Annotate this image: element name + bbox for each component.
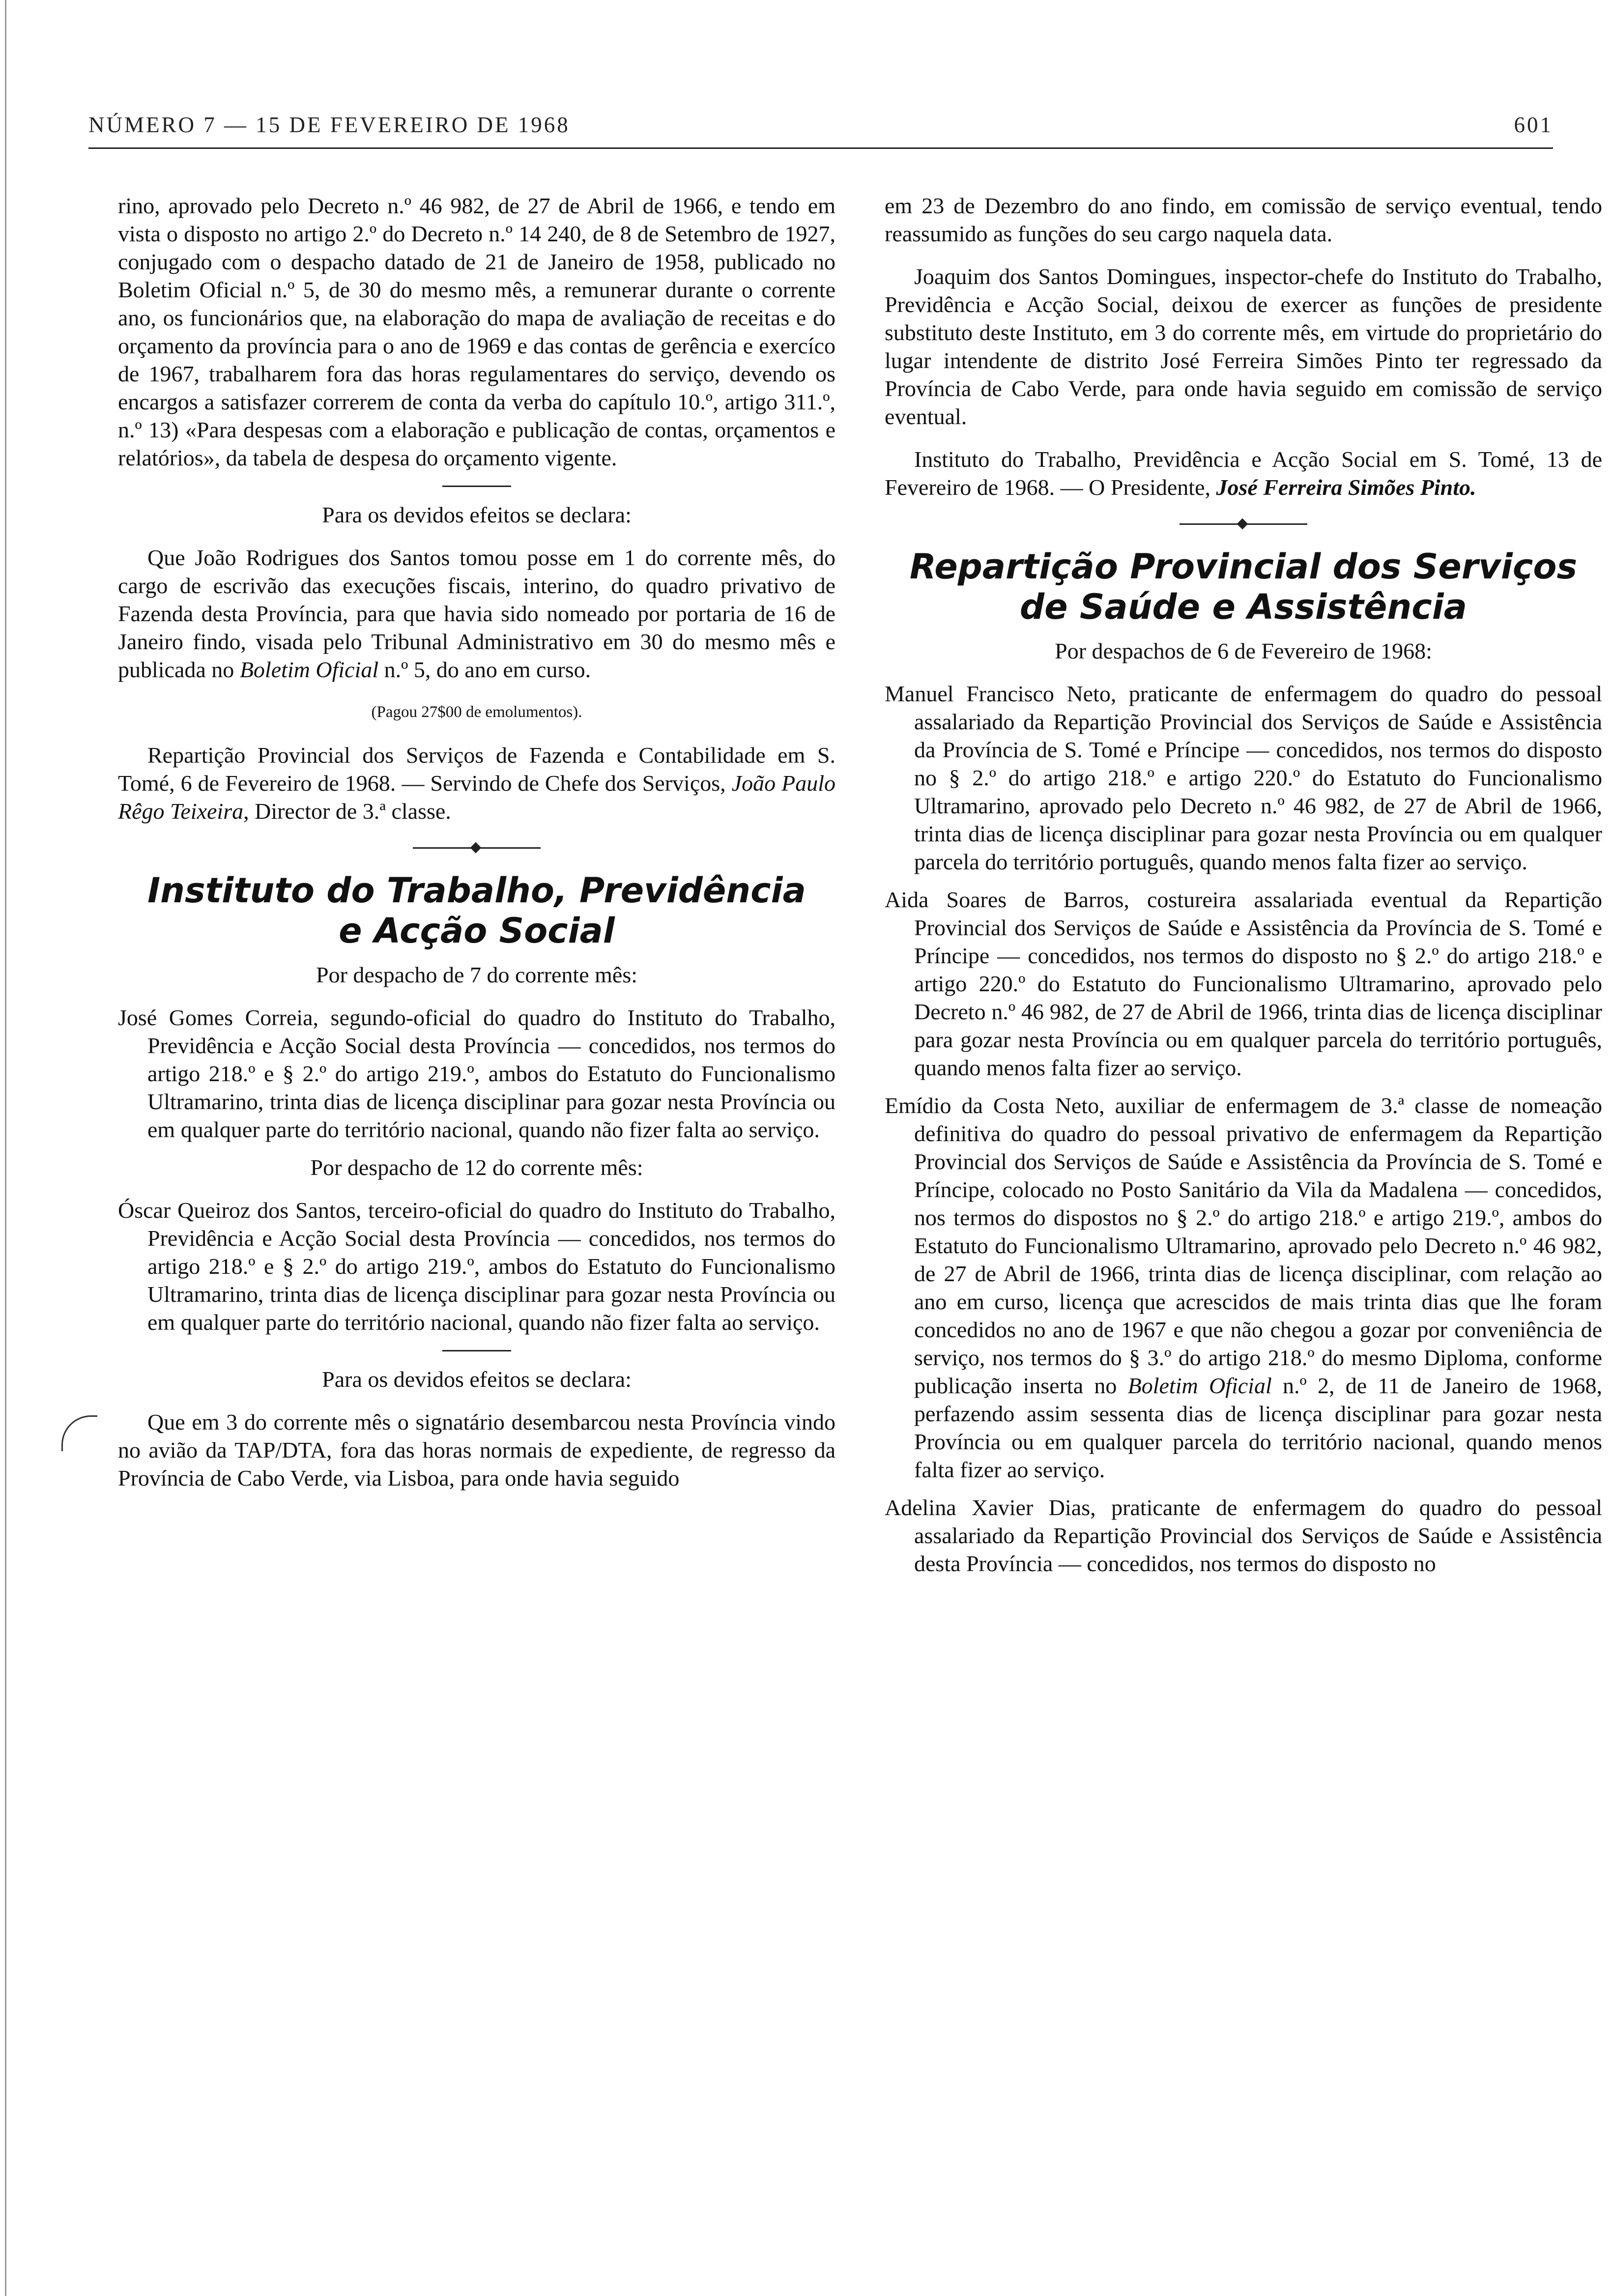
scan-edge-line <box>5 0 6 2296</box>
right-column <box>885 192 1602 1587</box>
header-title: NÚMERO 7 — 15 DE FEVEREIRO DE 1968 <box>88 113 570 137</box>
signature-fazenda: Repartição Provincial dos Serviços de Fazenda e Contabilidade em S. Tomé, 6 de Fevereiro de 1968. — Servindo de Chefe dos Serviços, João Paulo Rêgo Teixeira, Director de 3.ª classe. <box>118 743 835 824</box>
declara-heading: Para os devidos efeitos se declara: <box>322 502 632 527</box>
signature-instituto: Instituto do Trabalho, Previdência e Acção Social em S. Tomé, 13 de Fevereiro de 1968. — O Presidente, José Ferreira Simões Pinto. <box>885 447 1602 500</box>
paragraph-desembarque: Que em 3 do corrente mês o signatário desembarcou nesta Província vindo no avião da TAP/DTA, fora das horas normais de expediente, de regresso da Província de Cabo Verde, via Lisboa, para onde havia seguido <box>118 1409 835 1491</box>
separator <box>442 1350 511 1351</box>
left-column <box>118 192 835 1492</box>
section-separator <box>413 843 541 853</box>
paragraph-posse: Que João Rodrigues dos Santos tomou posse em 1 do corrente mês, do cargo de escrivão das execuções fiscais, interino, do quadro privativo de Fazenda desta Província, para que havia sido nomeado por portaria de 16 de Janeiro findo, visada pelo Tribunal Administrativo em 30 do mesmo mês e publicada no Boletim Oficial n.º 5, do ano em curso. <box>118 545 835 682</box>
paragraph-domingues: Joaquim dos Santos Domingues, inspector-chefe do Instituto do Trabalho, Previdência e Acção Social, deixou de exercer as funções de presidente substituto deste Instituto, em 3 do corrente mês, em virtude do proprietário do lugar intendente de distrito José Ferreira Simões Pinto ter regressado da Província de Cabo Verde, para onde havia seguido em comissão de serviço eventual. <box>885 264 1602 429</box>
separator <box>442 486 511 487</box>
page-header <box>88 112 1553 146</box>
entry-adelina-xavier: Adelina Xavier Dias, praticante de enfermagem do quadro do pessoal assalariado da Repartição Provincial dos Serviços de Saúde e Assistência desta Província — concedidos, nos termos do disposto no <box>885 1495 1602 1576</box>
despacho-heading-12: Por despacho de 12 do corrente mês: <box>310 1155 643 1180</box>
entry-jose-gomes-correia: José Gomes Correia, segundo-oficial do quadro do Instituto do Trabalho, Previdência e Acção Social desta Província — concedidos, nos termos do artigo 218.º e § 2.º do artigo 219.º, ambos do Estatuto do Funcionalismo Ultramarino, trinta dias de licença disciplinar para gozar nesta Província ou em qualquer parte do território nacional, quando não fizer falta ao serviço. <box>118 1005 835 1142</box>
paragraph-continued-right: em 23 de Dezembro do ano findo, em comissão de serviço eventual, tendo reassumido as funções do seu cargo naquela data. <box>885 193 1602 246</box>
entry-emidio-costa-neto: Emídio da Costa Neto, auxiliar de enfermagem de 3.ª classe de nomeação definitiva do quadro do pessoal privativo de enfermagem da Repartição Provincial dos Serviços de Saúde e Assistência da Província de S. Tomé e Príncipe, colocado no Posto Sanitário da Vila da Madalena — concedidos, nos termos do dispostos no § 2.º do artigo 218.º e artigo 219.º, ambos do Estatuto do Funcionalismo Ultramarino, aprovado pelo Decreto n.º 46 982, de 27 de Abril de 1966, trinta dias de licença disciplinar, com relação ao ano em curso, licença que acrescidos de mais trinta dias que lhe foram concedidos no ano de 1967 e que não chegou a gozar por conveniência de serviço, nos termos do § 3.º do artigo 218.º do mesmo Diploma, conforme publicação inserta no Boletim Oficial n.º 2, de 11 de Janeiro de 1968, perfazendo assim sessenta dias de licença disciplinar para gozar nesta Província ou em qualquer parcela do território nacional, quando menos falta fizer ao serviço. <box>885 1093 1603 1482</box>
despacho-heading-6: Por despachos de 6 de Fevereiro de 1968: <box>1055 638 1432 663</box>
despacho-heading-7: Por despacho de 7 do corrente mês: <box>316 962 638 987</box>
entry-manuel-francisco-neto: Manuel Francisco Neto, praticante de enfermagem do quadro do pessoal assalariado da Repartição Provincial dos Serviços de Saúde e Assistência da Província de S. Tomé e Príncipe — concedidos, nos termos do disposto no § 2.º do artigo 218.º e artigo 220.º do Estatuto do Funcionalismo Ultramarino, aprovado pelo Decreto n.º 46 982, de 27 de Abril de 1966, trinta dias de licença disciplinar para gozar nesta Província ou em qualquer parcela do território português, quando menos falta fizer ao serviço. <box>885 681 1602 874</box>
paragraph-continued: rino, aprovado pelo Decreto n.º 46 982, de 27 de Abril de 1966, e tendo em vista o disposto no artigo 2.º do Decreto n.º 14 240, de 8 de Setembro de 1927, conjugado com o despacho datado de 21 de Janeiro de 1958, publicado no Boletim Oficial n.º 5, de 30 do mesmo mês, a remunerar durante o corrente ano, os funcionários que, na elaboração do mapa de avaliação de receitas e do orçamento da província para o ano de 1969 e das contas de gerência e exercíco de 1967, trabalharem fora das horas regulamentares do serviço, devendo os encargos a satisfazer correrem de conta da verba do capítulo 10.º, artigo 311.º, n.º 13) «Para despesas com a elaboração e publicação de contas, orçamentos e relatórios», da tabela de despesa do orçamento vigente. <box>118 193 835 470</box>
entry-aida-soares: Aida Soares de Barros, costureira assalariada eventual da Repartição Provincial dos Serviços de Saúde e Assistência da Província de S. Tomé e Príncipe — concedidos, nos termos do disposto no § 2.º do artigo 218.º e artigo 220.º do Estatuto do Funcionalismo Ultramarino, aprovado pelo Decreto n.º 46 982, de 27 de Abril de 1966, trinta dias de licença disciplinar para gozar nesta Província ou em qualquer parcela do território português, quando menos falta fizer ao serviço. <box>885 887 1602 1080</box>
emolumentos-note: (Pagou 27$00 de emolumentos). <box>371 703 582 721</box>
section-title-instituto: Instituto do Trabalho, Previdência e Acção Social <box>147 870 806 951</box>
declara-heading-2: Para os devidos efeitos se declara: <box>322 1367 632 1392</box>
pencil-mark <box>61 1415 97 1451</box>
section-title-saude: Repartição Provincial dos Serviços de Saúde e Assistência <box>909 546 1578 627</box>
section-separator <box>1180 519 1307 529</box>
entry-oscar-queiroz: Óscar Queiroz dos Santos, terceiro-oficial do quadro do Instituto do Trabalho, Previdência e Acção Social desta Província — concedidos, nos termos do artigo 218.º e § 2.º do artigo 219.º, ambos do Estatuto do Funcionalismo Ultramarino, trinta dias de licença disciplinar para gozar nesta Província ou em qualquer parte do território nacional, quando não fizer falta ao serviço. <box>118 1198 835 1335</box>
page-number: 601 <box>1514 113 1553 137</box>
header-rule <box>88 147 1553 149</box>
